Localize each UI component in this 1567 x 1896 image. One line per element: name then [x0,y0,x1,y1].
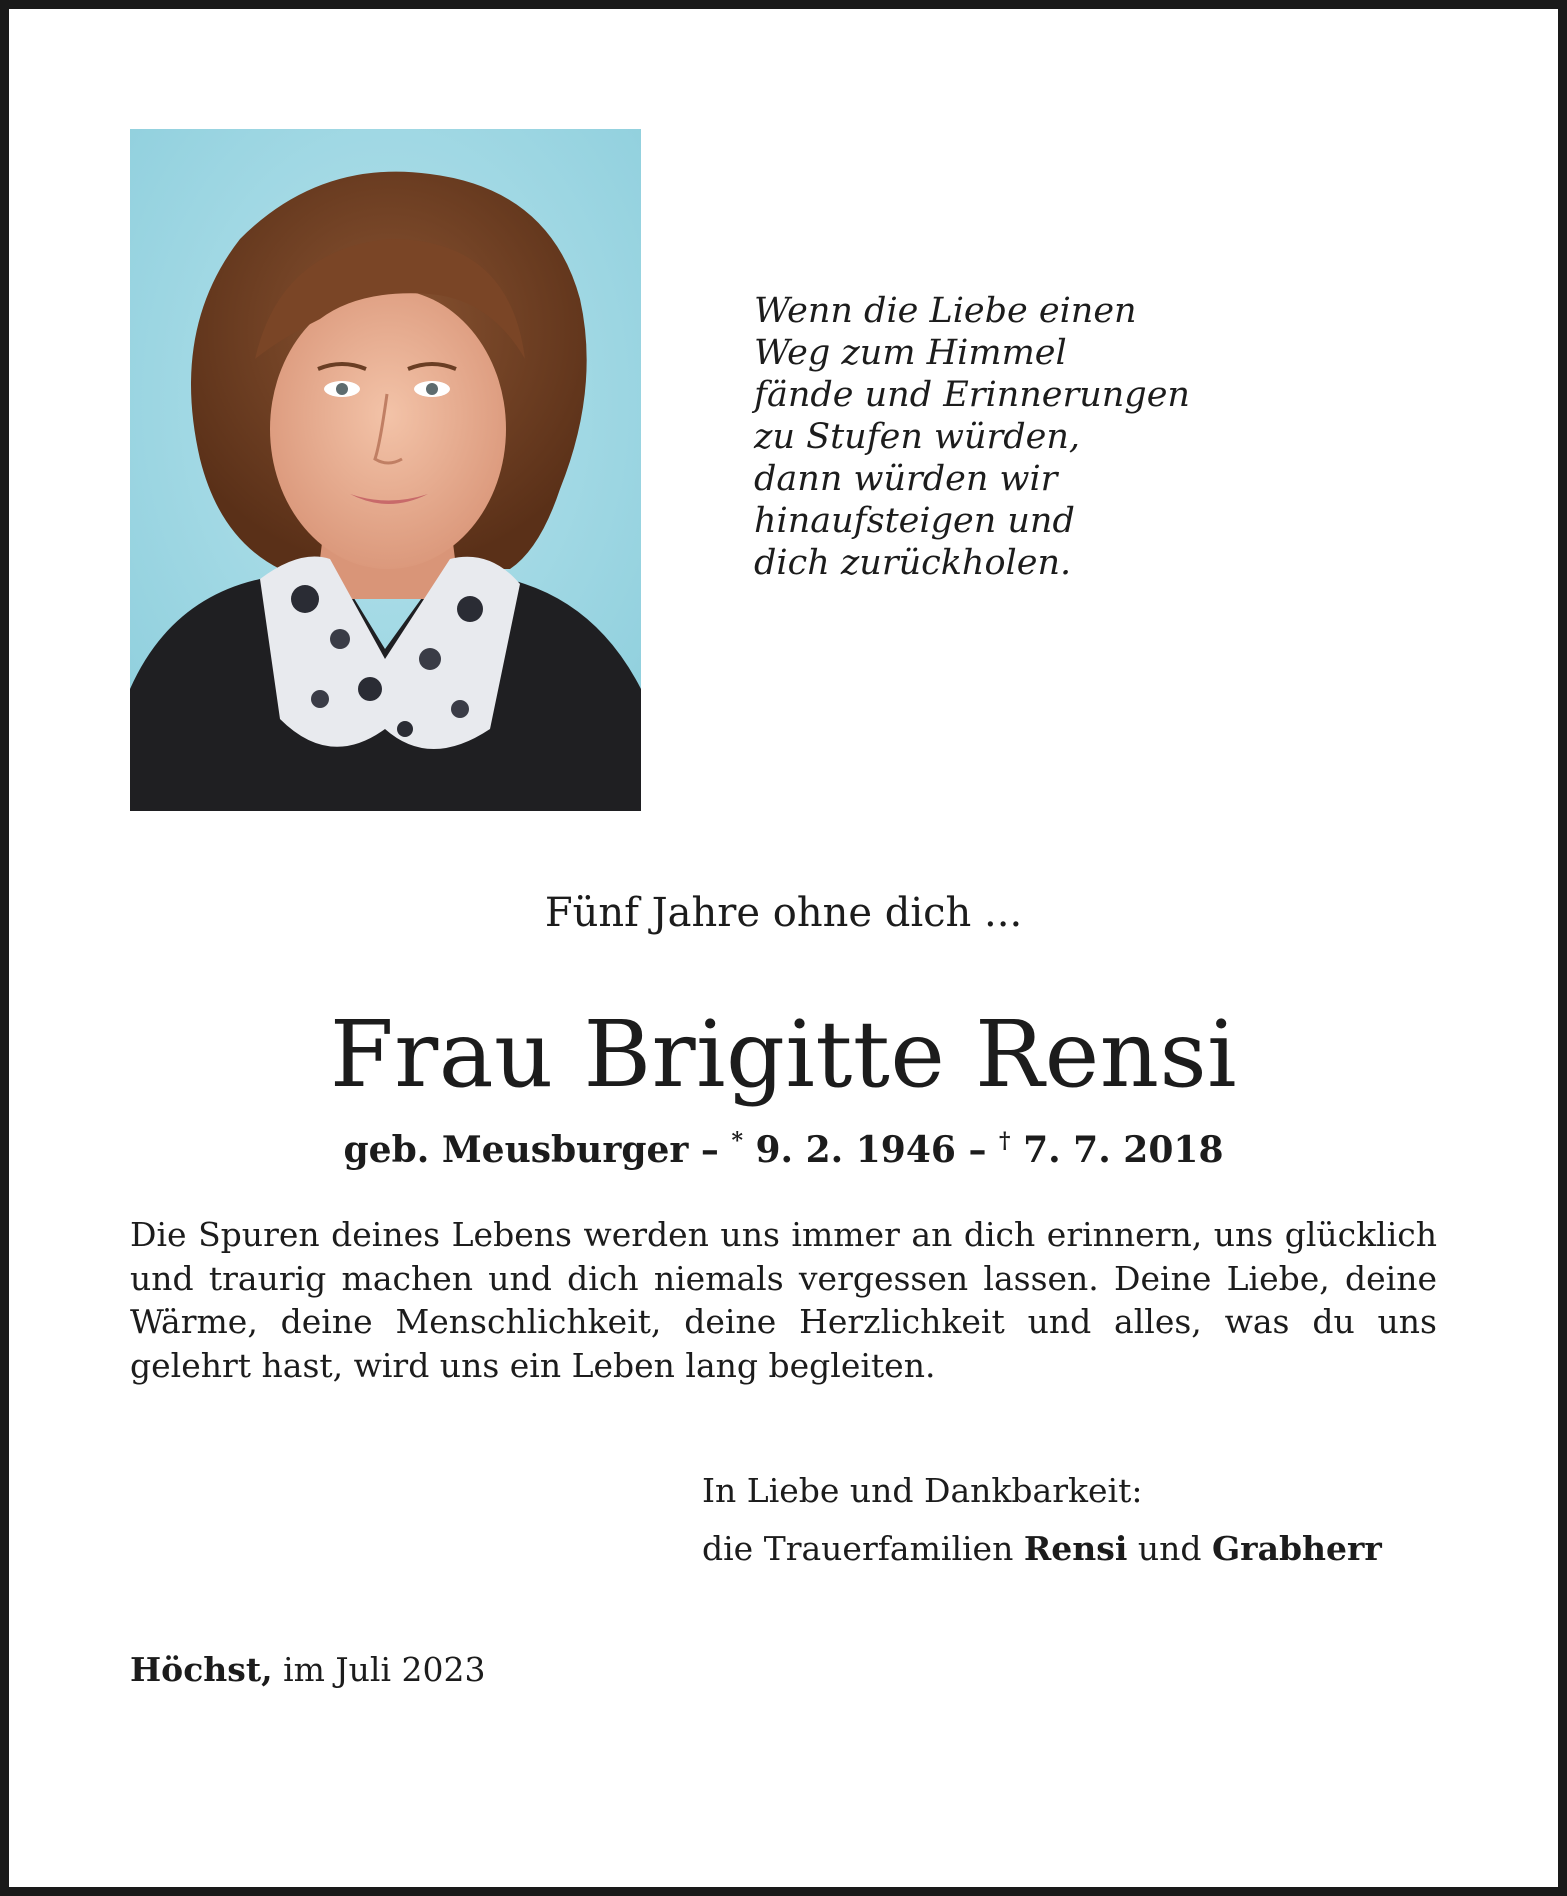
life-dates [0,1127,1567,1173]
portrait-photo [130,129,641,811]
place-town: Höchst, [130,1650,273,1689]
memorial-poem [754,290,1254,584]
intro-line: Fünf Jahre ohne dich ... [544,890,1023,936]
poem-line: Weg zum Himmel [754,333,1067,373]
birth-date: 9. 2. 1946 [742,1129,956,1171]
dates-dash: – [955,1129,1000,1171]
families-connector: und [1127,1529,1212,1568]
poem-line: fände und Erinnerungen [754,375,1190,415]
thanks-line: In Liebe und Dankbarkeit: [702,1471,1143,1510]
family-name-rensi: Rensi [1023,1529,1128,1568]
poem-line: Wenn die Liebe einen [754,291,1137,331]
dates-dash: – [688,1129,732,1171]
portrait-illustration [130,129,641,811]
poem-line: dann würden wir [754,459,1058,499]
place-date [130,1645,485,1695]
birth-name: geb. Meusburger [343,1129,689,1171]
families-line [702,1520,1462,1578]
death-cross-icon: † [999,1128,1011,1154]
family-name-grabherr: Grabherr [1212,1529,1382,1568]
thanks-block [702,1462,1462,1578]
poem-line: hinaufsteigen und [754,501,1075,541]
families-prefix: die Trauerfamilien [702,1529,1024,1568]
death-date: 7. 7. 2018 [1010,1129,1224,1171]
poem-line: zu Stufen würden, [754,417,1081,457]
birth-star-icon: * [731,1128,743,1154]
poem-line: dich zurückholen. [754,543,1072,583]
publication-date: im Juli 2023 [272,1650,486,1689]
memorial-text: Die Spuren deines Lebens werden uns immer an dich erinnern, uns glücklich und traurig machen und dich niemals vergessen lassen. Deine Liebe, deine Wärme, deine Menschlichkeit, deine Herzlichkeit und alles, was du uns gelehrt hast, wird uns ein Leben lang begleiten. [130,1215,1437,1385]
deceased-name: Frau Brigitte Rensi [329,1001,1238,1108]
